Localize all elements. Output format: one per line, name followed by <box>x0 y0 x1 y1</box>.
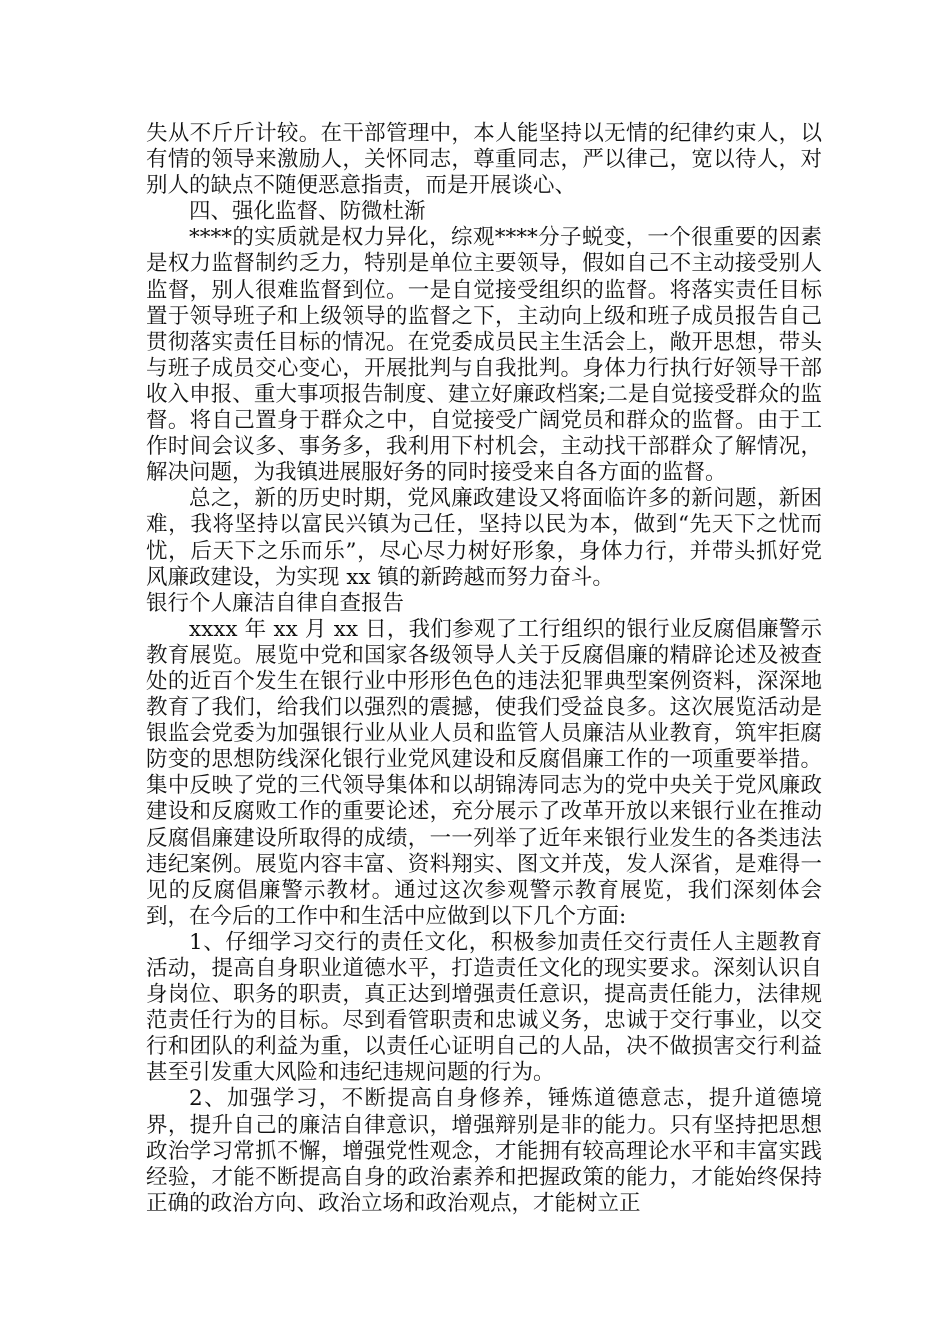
section-heading: 四、强化监督、防微杜渐 <box>189 199 426 225</box>
paragraph-supervision: ****的实质就是权力异化，综观****分子蜕变，一个很重要的因素是权力监督制约乏力，特别是单位主要领导，假如自己不主动接受别人监督，别人很难监督到位。一是自觉接受组织的监督。将落实责任目标置于领导班子和上级领导的监督之下，主动向上级和班子成员报告自己贯彻落实责任目标的情况。在党委成员民主生活会上，敞开思想，带头与班子成员交心变心，开展批判与自我批判。身体力行执行好领导干部收入申报、重大事项报告制度、建立好廉政档案;二是自觉接受群众的监督。将自己置身于群众之中，自觉接受广阔党员和群众的监督。由于工作时间会议多、事务多，我利用下村机会，主动找干部群众了解情况，解决问题，为我镇进展服好务的同时接受来自各方面的监督。 <box>146 225 822 486</box>
paragraph-exhibition: xxxx 年 xx 月 xx 日，我们参观了工行组织的银行业反腐倡廉警示教育展览。展览中党和国家各级领导人关于反腐倡廉的精辟论述及被查处的近百个发生在银行业中形形色色的违法犯罪典型案例资料，深深地教育了我们，给我们以强烈的震撼，使我们受益良多。这次展览活动是银监会党委为加强银行业从业人员和监管人员廉洁从业教育，筑牢拒腐防变的思想防线深化银行业党风建设和反腐倡廉工作的一项重要举措。集中反映了党的三代领导集体和以胡锦涛同志为的党中央关于党风廉政建设和反腐败工作的重要论述，充分展示了改革开放以来银行业在推动反腐倡廉建设所取得的成绩，一一列举了近年来银行业发生的各类违法违纪案例。展览内容丰富、资料翔实、图文并茂，发人深省，是难得一见的反腐倡廉警示教材。通过这次参观警示教育展览，我们深刻体会到，在今后的工作中和生活中应做到以下几个方面: <box>146 616 822 929</box>
paragraph-point-1: 1、仔细学习交行的责任文化，积极参加责任交行责任人主题教育活动，提高自身职业道德水平，打造责任文化的现实要求。深刻认识自身岗位、职务的职责，真正达到增强责任意识，提高责任能力，法律规范责任行为的目标。尽到看管职责和忠诚义务，忠诚于交行事业，以交行和团队的利益为重，以责任心证明自己的人品，决不做损害交行利益甚至引发重大风险和违纪违规问题的行为。 <box>146 929 822 1086</box>
document-body <box>146 121 822 1217</box>
paragraph-continuation: 失从不斤斤计较。在干部管理中，本人能坚持以无情的纪律约束人，以有情的领导来激励人，关怀同志，尊重同志，严以律己，宽以待人，对别人的缺点不随便恶意指责，而是开展谈心、 <box>146 121 822 199</box>
paragraph-conclusion: 总之，新的历史时期，党风廉政建设又将面临许多的新问题，新困难，我将坚持以富民兴镇为己任，坚持以民为本，做到“先天下之忧而忧，后天下之乐而乐”，尽心尽力树好形象，身体力行，并带头抓好党风廉政建设，为实现 xx 镇的新跨越而努力奋斗。 <box>146 486 822 590</box>
paragraph-point-2: 2、加强学习，不断提高自身修养，锤炼道德意志，提升道德境界，提升自己的廉洁自律意识，增强辩别是非的能力。只有坚持把思想政治学习常抓不懈，增强党性观念，才能拥有较高理论水平和丰富实践经验，才能不断提高自身的政治素养和把握政策的能力，才能始终保持正确的政治方向、政治立场和政治观点，才能树立正 <box>146 1086 822 1216</box>
document-title: 银行个人廉洁自律自查报告 <box>146 590 405 616</box>
